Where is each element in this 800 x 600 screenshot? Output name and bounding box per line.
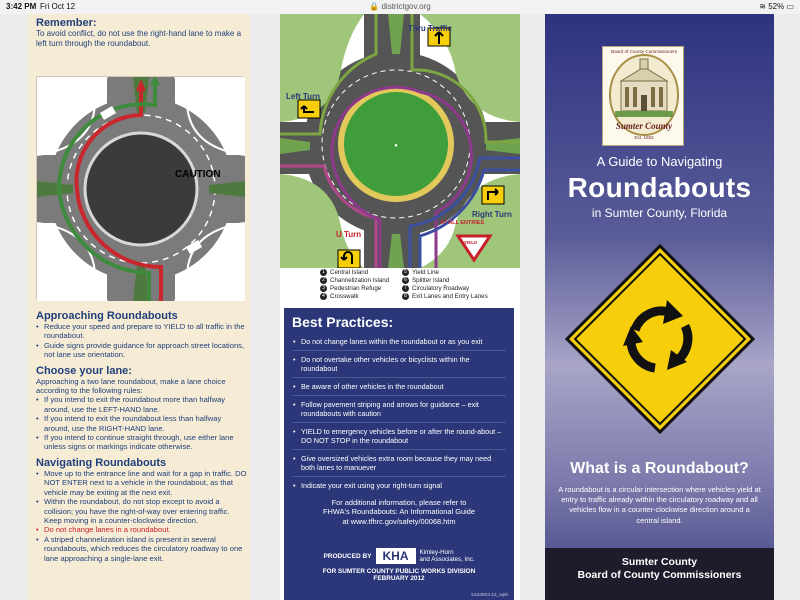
additional-info [292,498,506,526]
legend-marker: 2 [320,277,327,284]
legend-item: Splitter Island [412,276,450,284]
roundabout-caution-illustration [37,77,245,301]
best-practices-list [292,333,506,494]
producer-footer [284,546,514,600]
roundabout-diagram [280,14,520,268]
seal-text-bottom: Sumter County [615,121,673,131]
battery-icon: ▭ [786,2,794,11]
produced-by-label: PRODUCED BY [323,552,372,560]
remember-title: Remember: [36,17,97,29]
legend-item: Crosswalk [330,292,359,300]
at-all-entries-label: AT ALL ENTRIES [440,220,485,226]
list-item: • Guide signs provide guidance for approach street locations, not lane use orientation. [36,341,248,360]
battery-level: 52% [768,2,785,11]
document-viewer[interactable] [0,14,800,600]
list-item: • A striped channelization island is present in several roundabouts, which reduces the circulatory roadway to one lane approaching a single-lane exit. [36,535,248,563]
legend-marker: 5 [402,269,409,276]
cover-footer [545,548,774,600]
legend-item: Channelization Island [330,276,390,284]
status-icons [759,2,794,11]
list-item: • Within the roundabout, do not stop except to avoid a collision; you have the right-of-way over entering traffic. Keep moving in a counter-clockwise direction. [36,497,248,525]
wifi-icon: ≋ [759,2,766,11]
choose-lane-title: Choose your lane: [36,364,132,377]
legend-marker: 4 [320,293,327,300]
legend-marker: 3 [320,285,327,292]
legend-item: Pedestrian Refuge [330,284,382,292]
navigating-title: Navigating Roundabouts [36,456,167,469]
kimley-horn-logo: KHA [376,548,416,564]
status-date: Fri Oct 12 [40,2,76,11]
footer-line: Sumter County [621,556,698,568]
footer-line-2: Board of County Commissioners [577,569,742,581]
list-item: • Be aware of other vehicles in the roundabout [292,378,506,396]
navigating-list [36,469,248,563]
what-is-roundabout-title: What is a Roundabout? [570,460,749,477]
seal-est: Est. 1853 [634,135,654,140]
caution-diagram [36,76,244,300]
public-works-line: FOR SUMTER COUNTY PUBLIC WORKS DIVISION [322,568,476,575]
cover-location: in Sumter County, Florida [591,206,728,220]
remember-text: To avoid conflict, do not use the right-hand lane to make a left turn through the roundabout. [36,29,242,48]
thru-traffic-label: Thru Traffic [408,24,453,33]
yield-sign-text: YIELD [464,240,478,245]
county-seal [602,46,684,146]
list-item: • If you intend to exit the roundabout less than halfway around, use the RIGHT-HAND lane. [36,414,248,433]
list-item: • Reduce your speed and prepare to YIELD to all traffic in the roundabout. [36,322,248,341]
list-item: • Do not change lanes within the roundabout or as you exit [292,333,506,351]
caution-label: CAUTION [175,169,221,180]
courthouse-seal-icon [603,47,685,147]
legend-marker: 1 [320,269,327,276]
best-practices-title: Best Practices: [292,314,394,330]
left-turn-label: Left Turn [286,92,321,101]
roundabout-sign [563,242,757,436]
seal-text-top: Board of County Commissioners [610,49,678,54]
legend-item: Central Island [330,268,369,276]
roundabout-aerial-illustration [280,14,520,268]
status-time: 3:42 PM [6,2,37,11]
cover-title: Roundabouts [567,172,752,203]
list-item: • Indicate your exit using your right-turn signal [292,477,506,494]
status-bar [0,0,800,14]
legend-item: Exit Lanes and Entry Lanes [412,292,488,300]
list-item: • Give oversized vehicles extra room because they may need both lanes to manuever [292,450,506,477]
choose-lane-list [36,395,248,451]
legend-marker: 6 [402,277,409,284]
cover-subtitle: A Guide to Navigating [596,154,723,169]
brochure-panel-left [28,14,250,600]
best-practices-box [284,308,514,600]
list-item: • If you intend to exit the roundabout more than halfway around, use the LEFT-HAND lane. [36,395,248,414]
info-line: FHWA's Roundabouts: An Informational Guide [323,507,475,517]
list-item: • If you intend to continue straight through, use either lane unless signs or markings indicate otherwise. [36,433,248,452]
legend-item: Yield Line [412,268,439,276]
list-item-warning: • Do not change lanes in a roundabout. [36,525,248,534]
u-turn-label: U Turn [336,230,362,239]
brochure-panel-middle [280,14,520,600]
url-text: districtgov.org [381,2,431,11]
info-link[interactable]: at www.tfhrc.gov/safety/00068.htm [342,516,456,526]
list-item: • Follow pavement striping and arrows for guidance – exit roundabouts with caution [292,396,506,423]
company-name-2: and Associates, Inc. [419,556,475,563]
legend-marker: 8 [402,293,409,300]
company-name: Kimley-Horn [419,549,454,556]
list-item: • Do not overtake other vehicles or bicyclists within the roundabout [292,351,506,378]
brochure-panel-cover [545,14,774,600]
list-item: • YIELD to emergency vehicles before or after the round-about – DO NOT STOP in the roundabout [292,423,506,450]
roundabout-warning-sign-icon [563,242,757,436]
right-turn-label: Right Turn [472,210,512,219]
publication-date: FEBRUARY 2012 [373,575,425,583]
what-is-roundabout-text: A roundabout is a circular intersection where vehicles yield at entry to traffic already within the circulatory roadway and all vehicles flow in a counter-clockwise direction around a central island. [558,485,761,525]
list-item: • Move up to the entrance line and wait for a gap in traffic. DO NOT ENTER next to a vehicle in the roundabout, as that vehicle may be exiting at the next exit. [36,469,248,497]
approaching-list [36,322,248,360]
approaching-title: Approaching Roundabouts [36,310,178,322]
url-bar[interactable]: 🔒 districtgov.org [369,2,431,11]
legend-item: Circulatory Roadway [412,284,470,292]
choose-lane-intro: Approaching a two lane roundabout, make a lane choice according to the following rules: [36,376,226,396]
svg-text:●: ● [394,143,398,149]
diagram-legend [320,268,520,300]
document-code: 5133003.12_wpb [471,593,508,598]
legend-marker: 7 [402,285,409,292]
info-line: For additional information, please refer to [331,498,467,507]
